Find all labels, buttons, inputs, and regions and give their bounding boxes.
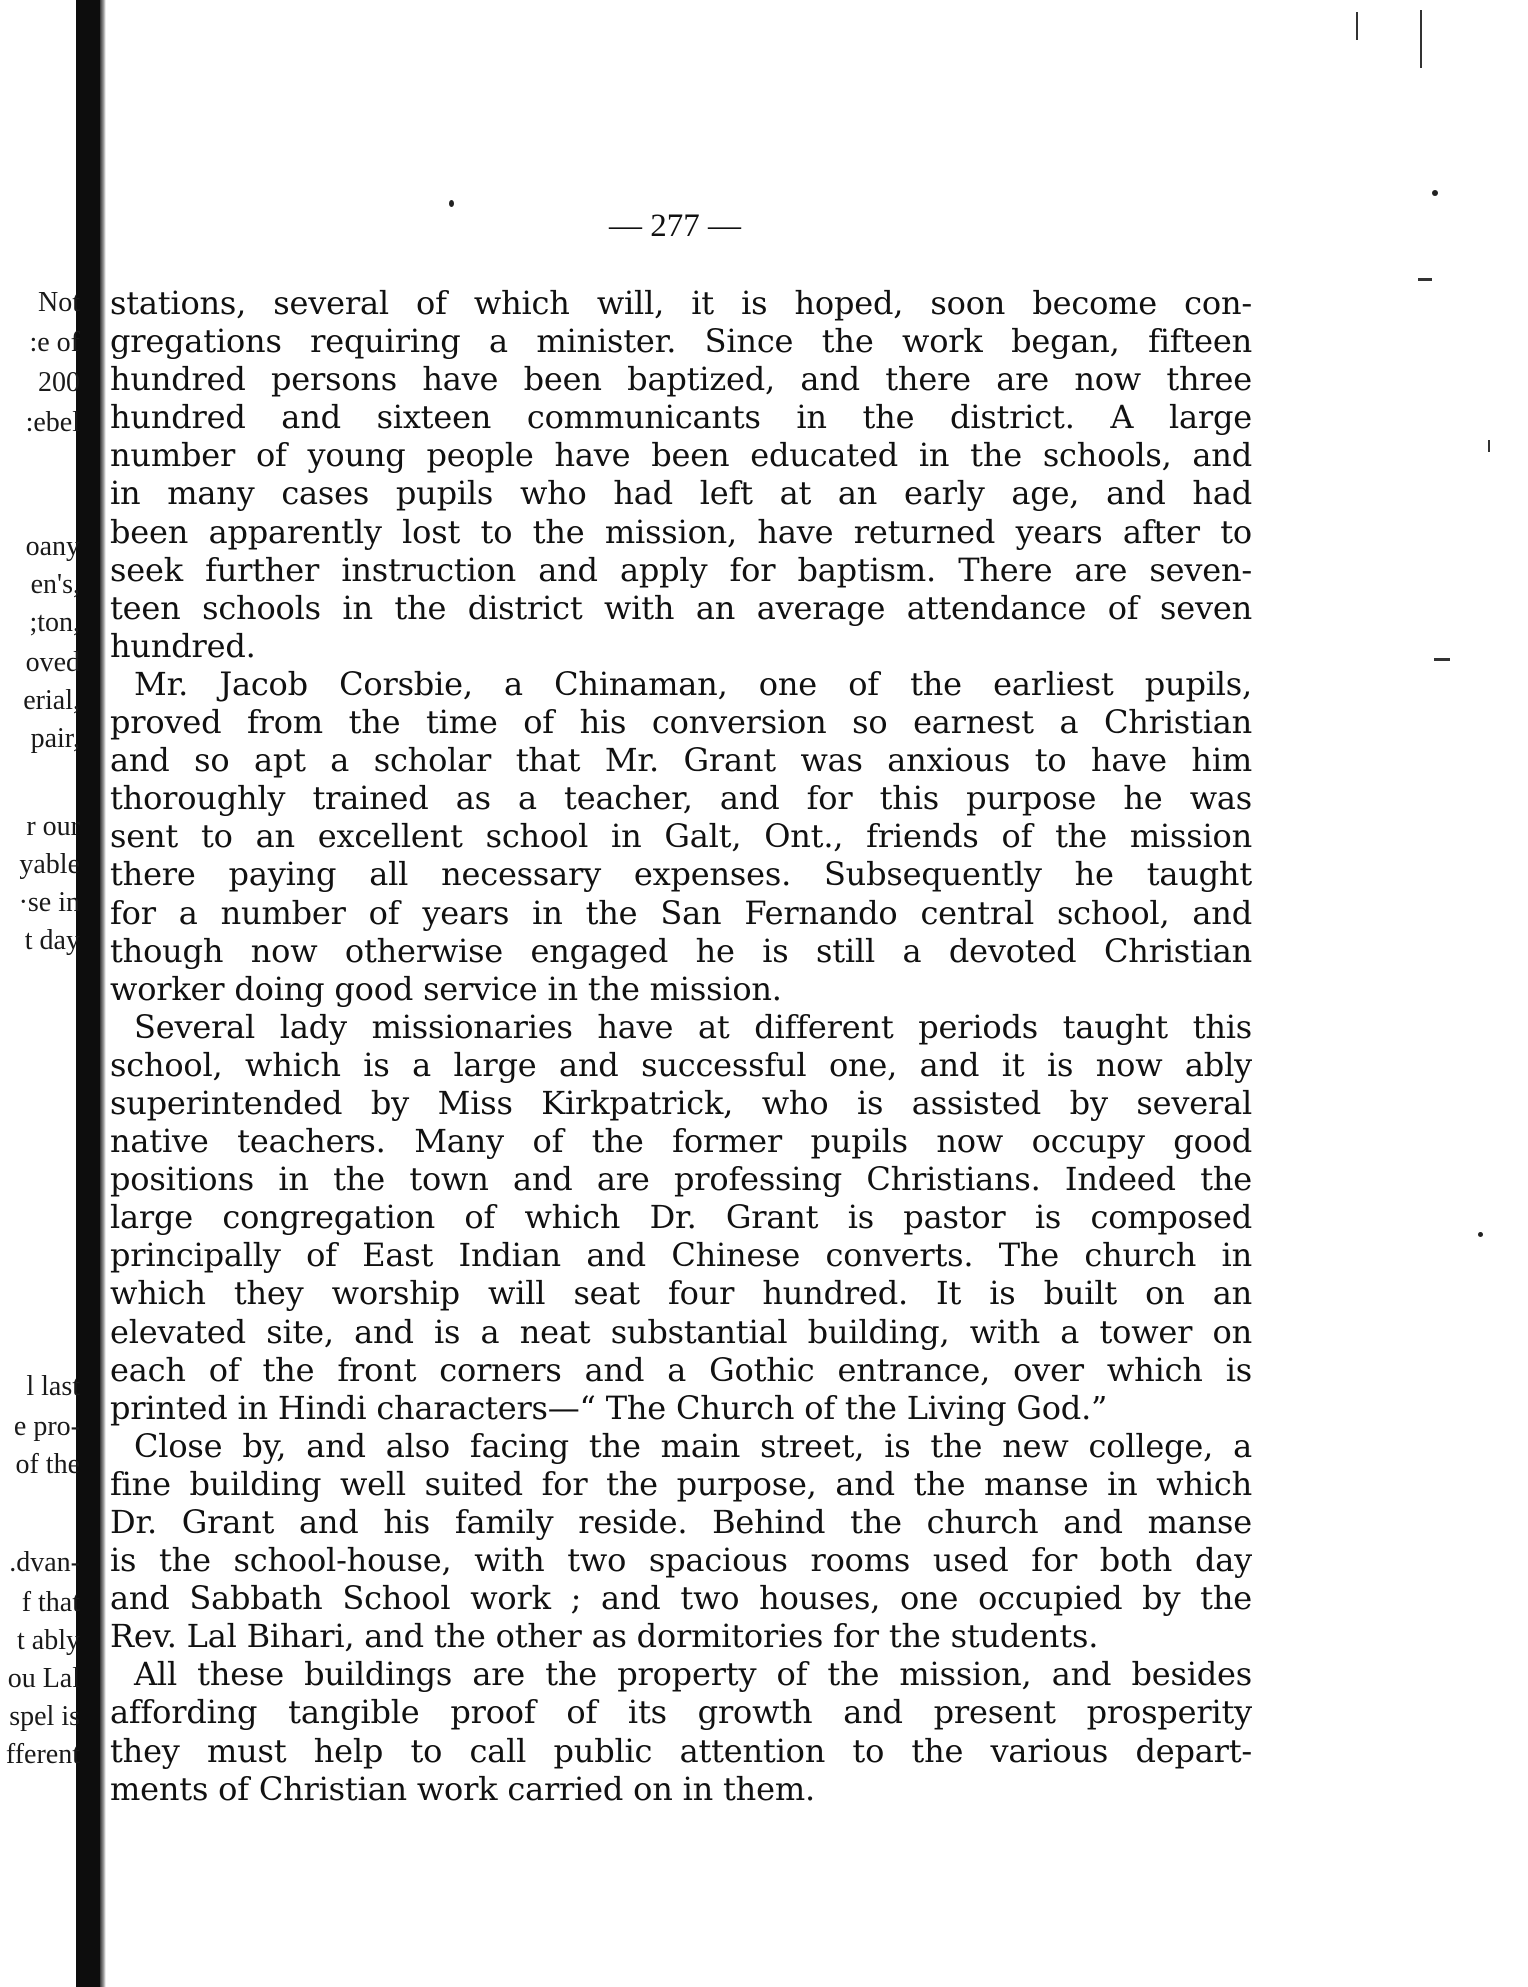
facing-page-fragment: 200 <box>38 367 80 398</box>
text-line: printed in Hindi characters—“ The Church of the Living God.” <box>110 1388 1108 1427</box>
text-line: hundred persons have been baptized, and there are now three <box>110 360 1252 399</box>
facing-page-fragment: en's, <box>30 569 80 600</box>
scan-edge-mark <box>1434 658 1450 661</box>
facing-page-margin <box>0 0 82 1987</box>
scan-edge-mark <box>1356 12 1358 40</box>
text-line: seek further instruction and apply for baptism. There are seven- <box>110 550 1252 589</box>
paragraph <box>110 1655 1252 1807</box>
text-line: there paying all necessary expenses. Subsequently he taught <box>110 855 1252 894</box>
text-line: and so apt a scholar that Mr. Grant was anxious to have him <box>110 741 1252 780</box>
facing-page-fragment: ;ton, <box>29 607 80 638</box>
text-line: fine building well suited for the purpose, and the manse in which <box>110 1464 1252 1503</box>
facing-page-fragment: r our <box>26 811 80 842</box>
text-line: sent to an excellent school in Galt, Ont., friends of the mission <box>110 817 1252 856</box>
text-line: for a number of years in the San Fernando central school, and <box>110 893 1252 932</box>
facing-page-fragment: oved <box>25 647 80 678</box>
paragraph <box>110 1427 1252 1656</box>
text-line: Rev. Lal Bihari, and the other as dormitories for the students. <box>110 1617 1099 1656</box>
facing-page-fragment: :ebel <box>25 407 80 438</box>
text-line: school, which is a large and successful one, and it is now ably <box>110 1045 1252 1084</box>
scan-edge-mark <box>1488 440 1490 452</box>
text-line: stations, several of which will, it is hoped, soon become con- <box>110 284 1252 322</box>
facing-page-fragment: t day <box>24 925 80 956</box>
scan-edge-mark <box>1420 10 1422 68</box>
text-line: Close by, and also facing the main street, is the new college, a <box>134 1426 1252 1465</box>
facing-page-fragment: of the <box>15 1449 80 1480</box>
text-line: been apparently lost to the mission, have returned years after to <box>110 512 1252 551</box>
paragraph <box>110 284 1252 665</box>
text-line: superintended by Miss Kirkpatrick, who is assisted by several <box>110 1083 1252 1122</box>
facing-page-fragment: ou Lal <box>7 1663 80 1694</box>
scan-speck <box>1478 1232 1483 1237</box>
text-line: though now otherwise engaged he is still a devoted Christian <box>110 931 1252 970</box>
text-line: worker doing good service in the mission. <box>110 969 782 1008</box>
paragraph <box>110 665 1252 1008</box>
text-line: Mr. Jacob Corsbie, a Chinaman, one of the earliest pupils, <box>134 664 1252 703</box>
facing-page-fragment: l last <box>26 1371 80 1402</box>
text-line: affording tangible proof of its growth and present prosperity <box>110 1693 1252 1732</box>
facing-page-fragment: pair, <box>30 723 80 754</box>
facing-page-fragment: spel is <box>9 1701 80 1732</box>
text-line: positions in the town and are professing Christians. Indeed the <box>110 1160 1252 1199</box>
text-line: hundred. <box>110 626 256 665</box>
text-line: each of the front corners and a Gothic entrance, over which is <box>110 1350 1252 1389</box>
text-line: Several lady missionaries have at different periods taught this <box>134 1007 1252 1046</box>
facing-page-fragment: e pro- <box>13 1411 80 1442</box>
text-line: large congregation of which Dr. Grant is pastor is composed <box>110 1198 1252 1237</box>
scan-speck <box>449 200 454 207</box>
text-line: proved from the time of his conversion so earnest a Christian <box>110 703 1252 742</box>
text-line: and Sabbath School work ; and two houses, one occupied by the <box>110 1579 1252 1618</box>
scan-edge-mark <box>1418 278 1432 281</box>
facing-page-fragment: erial, <box>23 685 80 716</box>
paragraph <box>110 1008 1252 1427</box>
text-line: teen schools in the district with an average attendance of seven <box>110 588 1252 627</box>
text-line: All these buildings are the property of the mission, and besides <box>134 1655 1252 1694</box>
page-body-text <box>110 284 1252 1808</box>
text-line: elevated site, and is a neat substantial building, with a tower on <box>110 1312 1252 1351</box>
facing-page-fragment: .dvan- <box>9 1547 80 1578</box>
text-line: principally of East Indian and Chinese converts. The church in <box>110 1236 1252 1275</box>
facing-page-fragment: fferent <box>5 1739 80 1770</box>
page-number: — 277 — <box>609 208 741 244</box>
text-line: Dr. Grant and his family reside. Behind the church and manse <box>110 1503 1252 1541</box>
text-line: thoroughly trained as a teacher, and for this purpose he was <box>110 779 1252 818</box>
text-line: number of young people have been educated in the schools, and <box>110 436 1252 475</box>
text-line: they must help to call public attention to the various depart- <box>110 1731 1252 1770</box>
facing-page-fragment: f that <box>21 1587 80 1618</box>
facing-page-fragment: oany <box>25 531 80 562</box>
facing-page-fragment: :e of <box>29 327 80 358</box>
facing-page-fragment: Not <box>38 287 80 318</box>
text-line: which they worship will seat four hundred. It is built on an <box>110 1274 1252 1313</box>
text-line: is the school-house, with two spacious rooms used for both day <box>110 1541 1252 1580</box>
facing-page-fragment: ·se in <box>18 887 80 918</box>
facing-page-fragment: t ably <box>17 1625 80 1656</box>
text-line: ments of Christian work carried on in them. <box>110 1769 815 1808</box>
text-line: in many cases pupils who had left at an early age, and had <box>110 474 1252 513</box>
text-line: hundred and sixteen communicants in the district. A large <box>110 398 1252 437</box>
text-line: gregations requiring a minister. Since the work began, fifteen <box>110 322 1252 361</box>
facing-page-fragment: yable <box>19 849 80 880</box>
scan-speck <box>1432 190 1438 196</box>
text-line: native teachers. Many of the former pupils now occupy good <box>110 1122 1252 1161</box>
